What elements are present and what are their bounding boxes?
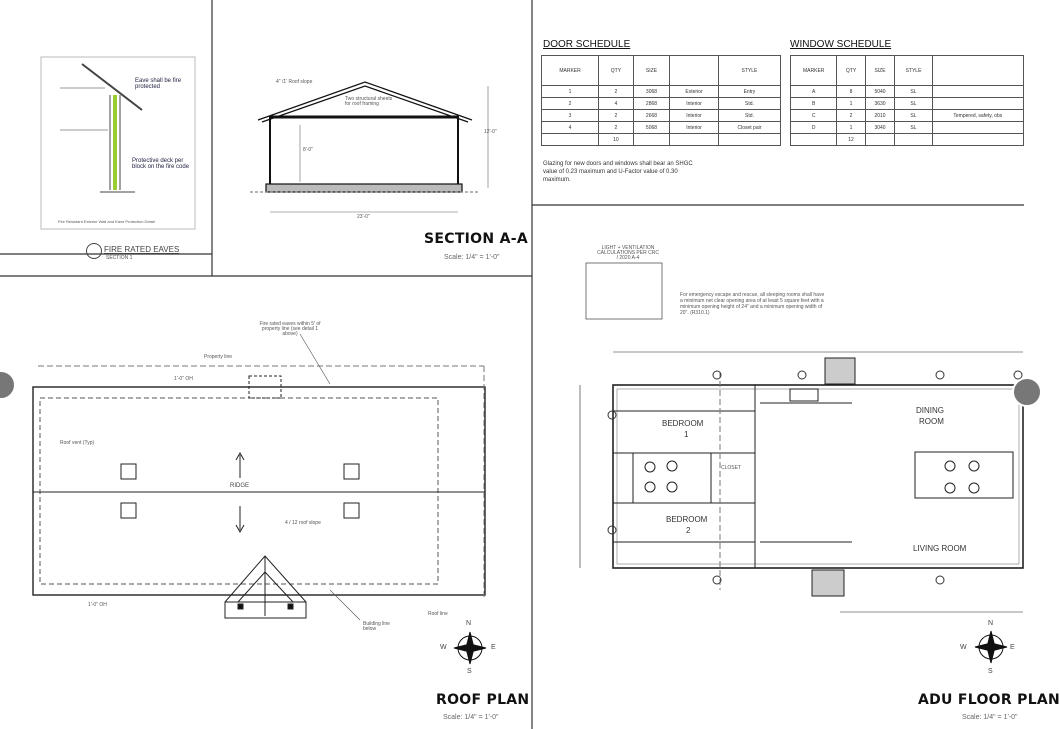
living-room-label: LIVING ROOM bbox=[913, 544, 967, 553]
table-row: A 8 5040 SL bbox=[791, 86, 1024, 98]
table-row: 12 bbox=[791, 134, 1024, 146]
roof-property-line: Property line bbox=[204, 354, 233, 360]
window-header-style: STYLE bbox=[895, 56, 932, 86]
table-row: B 1 3630 SL bbox=[791, 98, 1024, 110]
bedroom-2-label: BEDROOM bbox=[666, 515, 708, 524]
eaves-note-2: Protective deck per block on the fire code bbox=[132, 158, 190, 170]
table-row: D 1 3040 SL bbox=[791, 122, 1024, 134]
eaves-title: FIRE RATED EAVES bbox=[104, 245, 180, 254]
roof-plan-scale: Scale: 1/4" = 1'-0" bbox=[443, 714, 499, 721]
door-schedule-table bbox=[541, 55, 781, 146]
light-vent-calcs: LIGHT + VENTILATION CALCULATIONS PER CRC / 2020 A-4 bbox=[597, 245, 659, 261]
roof-plan-title: ROOF PLAN bbox=[436, 692, 530, 708]
glazing-note: Glazing for new doors and windows shall bear an SHGC value of 0.23 maximum and U-Factor value of 0.30 maximum. bbox=[543, 161, 693, 183]
section-title: SECTION A-A bbox=[424, 231, 528, 247]
window-schedule-title: WINDOW SCHEDULE bbox=[790, 39, 892, 50]
floor-compass-w: W bbox=[960, 644, 967, 651]
floor-compass-rose bbox=[975, 631, 1007, 663]
section-ceiling-note: Two structural sheets for roof framing bbox=[345, 96, 393, 107]
building-line-label: Building line below bbox=[363, 621, 390, 632]
ridge-label: RIDGE bbox=[230, 483, 250, 489]
table-row: 2 4 2868 Interior Std. bbox=[542, 98, 781, 110]
window-schedule-table bbox=[790, 55, 1024, 146]
window-header-notes bbox=[932, 56, 1023, 86]
roof-eave-note: Fire rated eaves within 5' of property line (see detail 1 above) bbox=[259, 321, 321, 337]
door-header-style: STYLE bbox=[718, 56, 780, 86]
roof-compass-rose bbox=[454, 632, 486, 664]
detail-marker bbox=[86, 243, 102, 259]
door-header-type bbox=[670, 56, 719, 86]
bedroom-1-label: BEDROOM bbox=[662, 419, 704, 428]
roof-vent-label: Roof vent (Typ) bbox=[60, 440, 95, 446]
section-height-2: 12'-0" bbox=[484, 129, 497, 135]
roof-slope-label: 4 / 12 roof slope bbox=[285, 520, 321, 526]
floor-compass-n: N bbox=[988, 620, 994, 627]
door-header-size: SIZE bbox=[633, 56, 669, 86]
roof-compass-w: W bbox=[440, 644, 447, 651]
table-row: 1 2 3068 Exterior Entry bbox=[542, 86, 781, 98]
eaves-note-1: Eave shall be fire protected bbox=[135, 78, 182, 90]
table-row: C 2 2010 SL Tempered, safety, obs bbox=[791, 110, 1024, 122]
window-header-qty: QTY bbox=[837, 56, 865, 86]
roof-compass-e: E bbox=[491, 644, 496, 651]
roof-line-label: Roof line bbox=[428, 611, 448, 617]
floor-compass-s: S bbox=[988, 668, 993, 675]
egress-note: For emergency escape and rescue, all sleeping rooms shall have a minimum net clear opening area of at least 5 square feet with a minimum opening height of 24" and a minimum opening width of 20". (R310.1) bbox=[680, 292, 825, 316]
roof-compass-n: N bbox=[466, 620, 472, 627]
window-header-size: SIZE bbox=[865, 56, 895, 86]
bedroom-1-number: 1 bbox=[684, 430, 689, 439]
window-header-marker: MARKER bbox=[791, 56, 837, 86]
roof-plan-drawing bbox=[33, 334, 485, 620]
dining-room-label-2: ROOM bbox=[919, 417, 944, 426]
table-row: 4 2 5068 Interior Closet pair bbox=[542, 122, 781, 134]
next-image-button[interactable] bbox=[1012, 377, 1042, 407]
roof-compass-s: S bbox=[467, 668, 472, 675]
closet-label: CLOSET bbox=[721, 465, 742, 471]
door-header-qty: QTY bbox=[599, 56, 634, 86]
eaves-caption: Fire Resistant Exterior Wall and Eave Protection Detail bbox=[58, 219, 155, 224]
roof-overhang-1: 1'-0" OH bbox=[174, 376, 193, 382]
table-row: 3 2 2668 Interior Std. bbox=[542, 110, 781, 122]
roof-overhang-2: 1'-0" OH bbox=[88, 602, 107, 608]
door-schedule-title: DOOR SCHEDULE bbox=[543, 39, 631, 50]
eaves-subtitle: SECTION 1 bbox=[106, 255, 133, 261]
table-row: 10 bbox=[542, 134, 781, 146]
section-height-1: 8'-0" bbox=[303, 147, 313, 153]
section-width: 23'-0" bbox=[357, 214, 370, 220]
section-scale: Scale: 1/4" = 1'-0" bbox=[444, 254, 500, 261]
floor-plan-title: ADU FLOOR PLAN bbox=[918, 692, 1060, 708]
bedroom-2-number: 2 bbox=[686, 526, 691, 535]
floor-compass-e: E bbox=[1010, 644, 1015, 651]
dining-room-label: DINING bbox=[916, 406, 944, 415]
door-header-marker: MARKER bbox=[542, 56, 599, 86]
floor-plan-scale: Scale: 1/4" = 1'-0" bbox=[962, 714, 1018, 721]
section-roof-pitch: 4" /1' Roof slope bbox=[276, 79, 313, 85]
